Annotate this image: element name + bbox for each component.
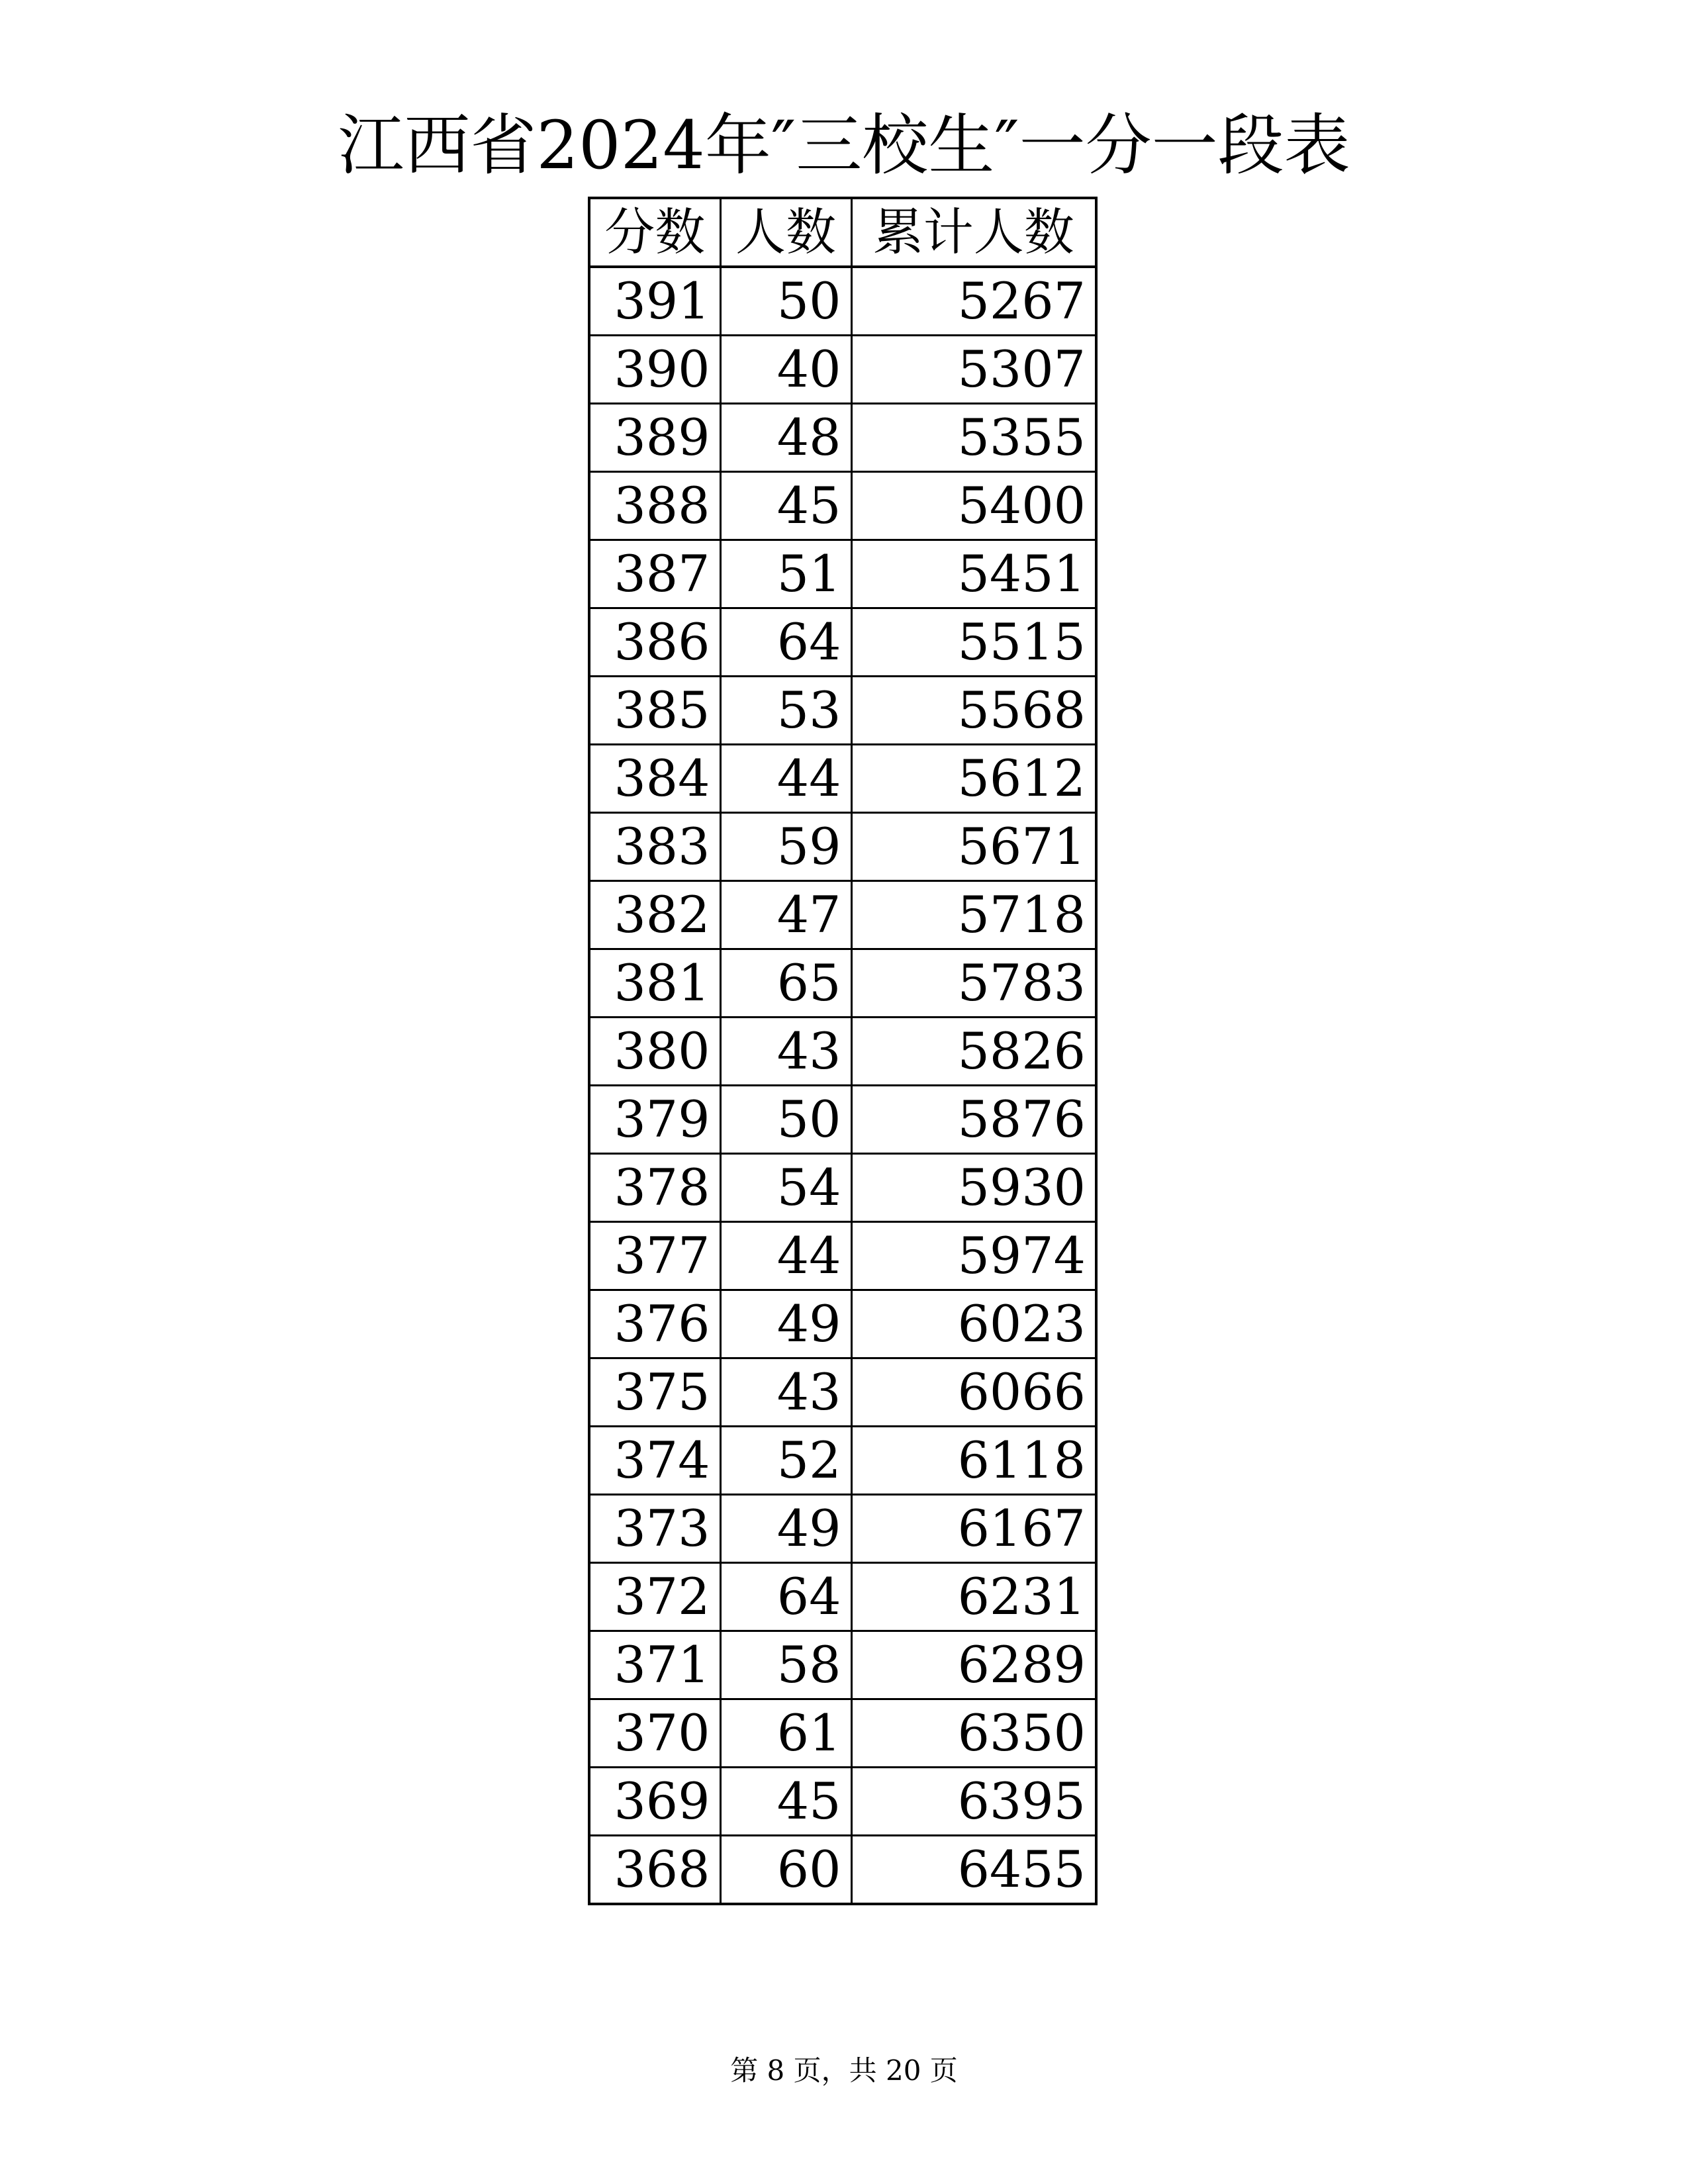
cell-score: 375 <box>589 1358 720 1427</box>
cell-score: 380 <box>589 1018 720 1086</box>
cell-count: 50 <box>720 1086 851 1154</box>
cell-count: 44 <box>720 745 851 813</box>
cell-cumulative: 6167 <box>851 1495 1096 1563</box>
cell-score: 379 <box>589 1086 720 1154</box>
cell-cumulative: 5355 <box>851 404 1096 472</box>
table-row <box>589 1495 1096 1563</box>
table-row <box>589 472 1096 540</box>
cell-cumulative: 6289 <box>851 1631 1096 1699</box>
page-title: 江西省2024年″三校生″一分一段表 <box>338 107 1350 184</box>
table-row <box>589 1631 1096 1699</box>
cell-count: 50 <box>720 267 851 336</box>
cell-score: 374 <box>589 1427 720 1495</box>
cell-count: 47 <box>720 881 851 949</box>
cell-count: 45 <box>720 1768 851 1836</box>
cell-cumulative: 5400 <box>851 472 1096 540</box>
cell-score: 378 <box>589 1154 720 1222</box>
cell-count: 43 <box>720 1018 851 1086</box>
table-row <box>589 1836 1096 1905</box>
cell-score: 373 <box>589 1495 720 1563</box>
cell-score: 382 <box>589 881 720 949</box>
table-row <box>589 608 1096 677</box>
table-row <box>589 1563 1096 1631</box>
cell-count: 51 <box>720 540 851 608</box>
table-row <box>589 1768 1096 1836</box>
cell-count: 48 <box>720 404 851 472</box>
table-row <box>589 1222 1096 1290</box>
cell-cumulative: 6118 <box>851 1427 1096 1495</box>
cell-score: 389 <box>589 404 720 472</box>
cell-count: 58 <box>720 1631 851 1699</box>
cell-count: 64 <box>720 1563 851 1631</box>
cell-score: 388 <box>589 472 720 540</box>
cell-cumulative: 5612 <box>851 745 1096 813</box>
table-body <box>589 267 1096 1904</box>
cell-cumulative: 5568 <box>851 677 1096 745</box>
cell-cumulative: 5451 <box>851 540 1096 608</box>
cell-count: 40 <box>720 336 851 404</box>
cell-count: 45 <box>720 472 851 540</box>
cell-score: 385 <box>589 677 720 745</box>
cell-cumulative: 5826 <box>851 1018 1096 1086</box>
cell-count: 49 <box>720 1495 851 1563</box>
table-row <box>589 540 1096 608</box>
cell-score: 387 <box>589 540 720 608</box>
table-row <box>589 745 1096 813</box>
cell-count: 65 <box>720 949 851 1018</box>
cell-cumulative: 5718 <box>851 881 1096 949</box>
cell-score: 372 <box>589 1563 720 1631</box>
table-row <box>589 881 1096 949</box>
table-row <box>589 1699 1096 1768</box>
table-row <box>589 267 1096 336</box>
cell-score: 391 <box>589 267 720 336</box>
cell-cumulative: 6350 <box>851 1699 1096 1768</box>
cell-score: 369 <box>589 1768 720 1836</box>
cell-cumulative: 5267 <box>851 267 1096 336</box>
table-row <box>589 1358 1096 1427</box>
cell-score: 371 <box>589 1631 720 1699</box>
cell-cumulative: 5515 <box>851 608 1096 677</box>
cell-cumulative: 5876 <box>851 1086 1096 1154</box>
cell-score: 368 <box>589 1836 720 1905</box>
cell-count: 61 <box>720 1699 851 1768</box>
score-table <box>588 197 1098 1905</box>
cell-cumulative: 6023 <box>851 1290 1096 1358</box>
table-header <box>589 198 1096 267</box>
cell-cumulative: 5783 <box>851 949 1096 1018</box>
header-row <box>589 198 1096 267</box>
table-row <box>589 404 1096 472</box>
cell-cumulative: 5671 <box>851 813 1096 881</box>
cell-score: 383 <box>589 813 720 881</box>
table-row <box>589 1290 1096 1358</box>
cell-cumulative: 6455 <box>851 1836 1096 1905</box>
table-row <box>589 1018 1096 1086</box>
cell-count: 64 <box>720 608 851 677</box>
cell-score: 377 <box>589 1222 720 1290</box>
table-row <box>589 1086 1096 1154</box>
cell-count: 43 <box>720 1358 851 1427</box>
cell-score: 390 <box>589 336 720 404</box>
cell-count: 59 <box>720 813 851 881</box>
cell-score: 384 <box>589 745 720 813</box>
table-row <box>589 677 1096 745</box>
cell-score: 381 <box>589 949 720 1018</box>
table-row <box>589 1427 1096 1495</box>
table-row <box>589 1154 1096 1222</box>
cell-count: 52 <box>720 1427 851 1495</box>
cell-count: 44 <box>720 1222 851 1290</box>
cell-cumulative: 6066 <box>851 1358 1096 1427</box>
cell-score: 376 <box>589 1290 720 1358</box>
cell-count: 60 <box>720 1836 851 1905</box>
table-row <box>589 813 1096 881</box>
cell-count: 54 <box>720 1154 851 1222</box>
cell-count: 49 <box>720 1290 851 1358</box>
cell-cumulative: 5307 <box>851 336 1096 404</box>
table-row <box>589 949 1096 1018</box>
cell-score: 370 <box>589 1699 720 1768</box>
cell-cumulative: 5930 <box>851 1154 1096 1222</box>
page-footer: 第 8 页，共 20 页 <box>730 2054 958 2087</box>
cell-cumulative: 6395 <box>851 1768 1096 1836</box>
cell-cumulative: 5974 <box>851 1222 1096 1290</box>
cell-cumulative: 6231 <box>851 1563 1096 1631</box>
table-row <box>589 336 1096 404</box>
header-score: 分数 <box>589 198 720 267</box>
cell-count: 53 <box>720 677 851 745</box>
cell-score: 386 <box>589 608 720 677</box>
header-count: 人数 <box>720 198 851 267</box>
header-cumulative: 累计人数 <box>851 198 1096 267</box>
